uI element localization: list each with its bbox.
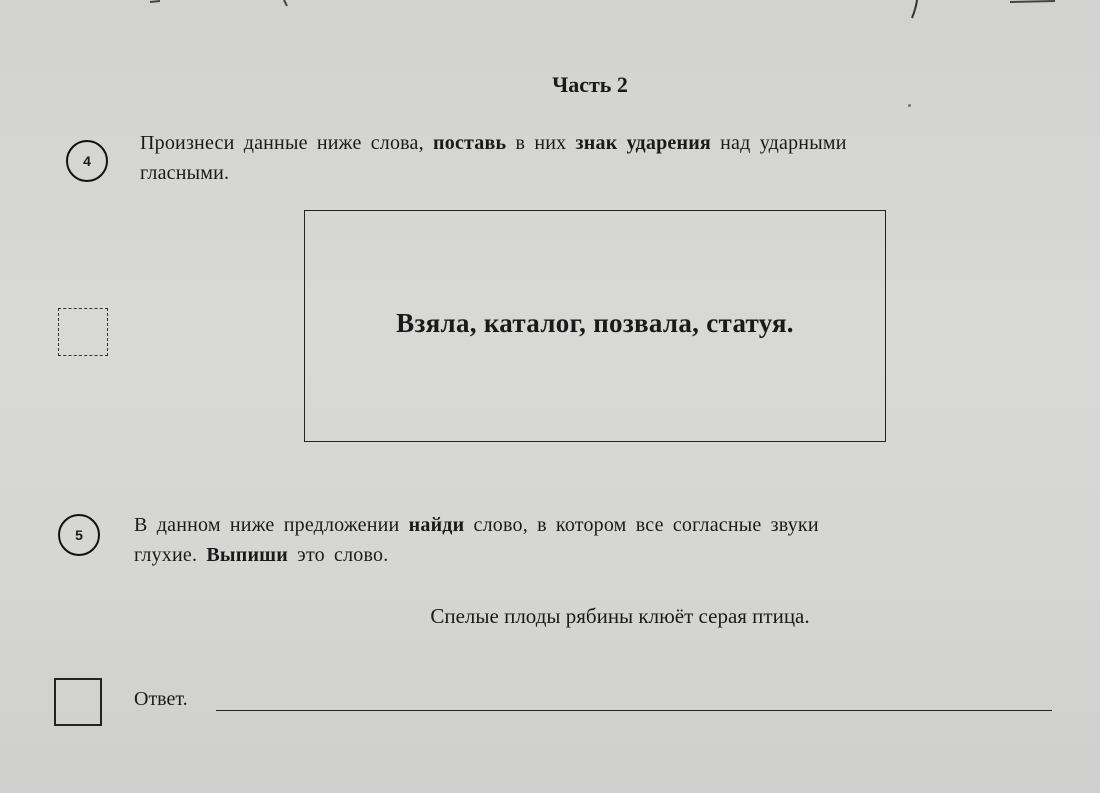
task-4-instruction (140, 128, 1060, 188)
task-5-score-box[interactable] (54, 678, 102, 726)
task-4-keyword-stress-mark: знак ударения (575, 132, 711, 154)
task-4-score-box[interactable] (58, 308, 108, 356)
part-title: Часть 2 (552, 72, 628, 97)
paper-speck (908, 104, 911, 107)
task-4-line-2: гласными. (140, 162, 230, 184)
task-5-line-1: В данном ниже предложении найди слово, в котором все согласные звуки (134, 514, 819, 536)
answer-label: Ответ. (134, 688, 188, 710)
task-5-keyword-find: найди (408, 514, 465, 536)
task-4-keyword-put: поставь (433, 132, 507, 154)
task-5-instruction (134, 510, 1064, 570)
task-4-number: 4 (83, 153, 91, 169)
task-5-sentence: Спелые плоды рябины клюёт серая птица. (430, 604, 810, 628)
task-4-line-1: Произнеси данные ниже слова, поставь в них знак ударения над ударными (140, 132, 847, 154)
task-5-number: 5 (75, 527, 83, 543)
top-edge-marks (0, 0, 1100, 20)
task-4-word-frame (304, 210, 886, 442)
task-4-number-circle (66, 140, 108, 182)
task-5-keyword-write-out: Выпиши (206, 544, 288, 566)
answer-line[interactable] (216, 710, 1052, 711)
task-4-word-list: Взяла, каталог, позвала, статуя. (396, 307, 794, 338)
task-5-number-circle (58, 514, 100, 556)
task-5-line-2: глухие. Выпиши это слово. (134, 544, 389, 566)
